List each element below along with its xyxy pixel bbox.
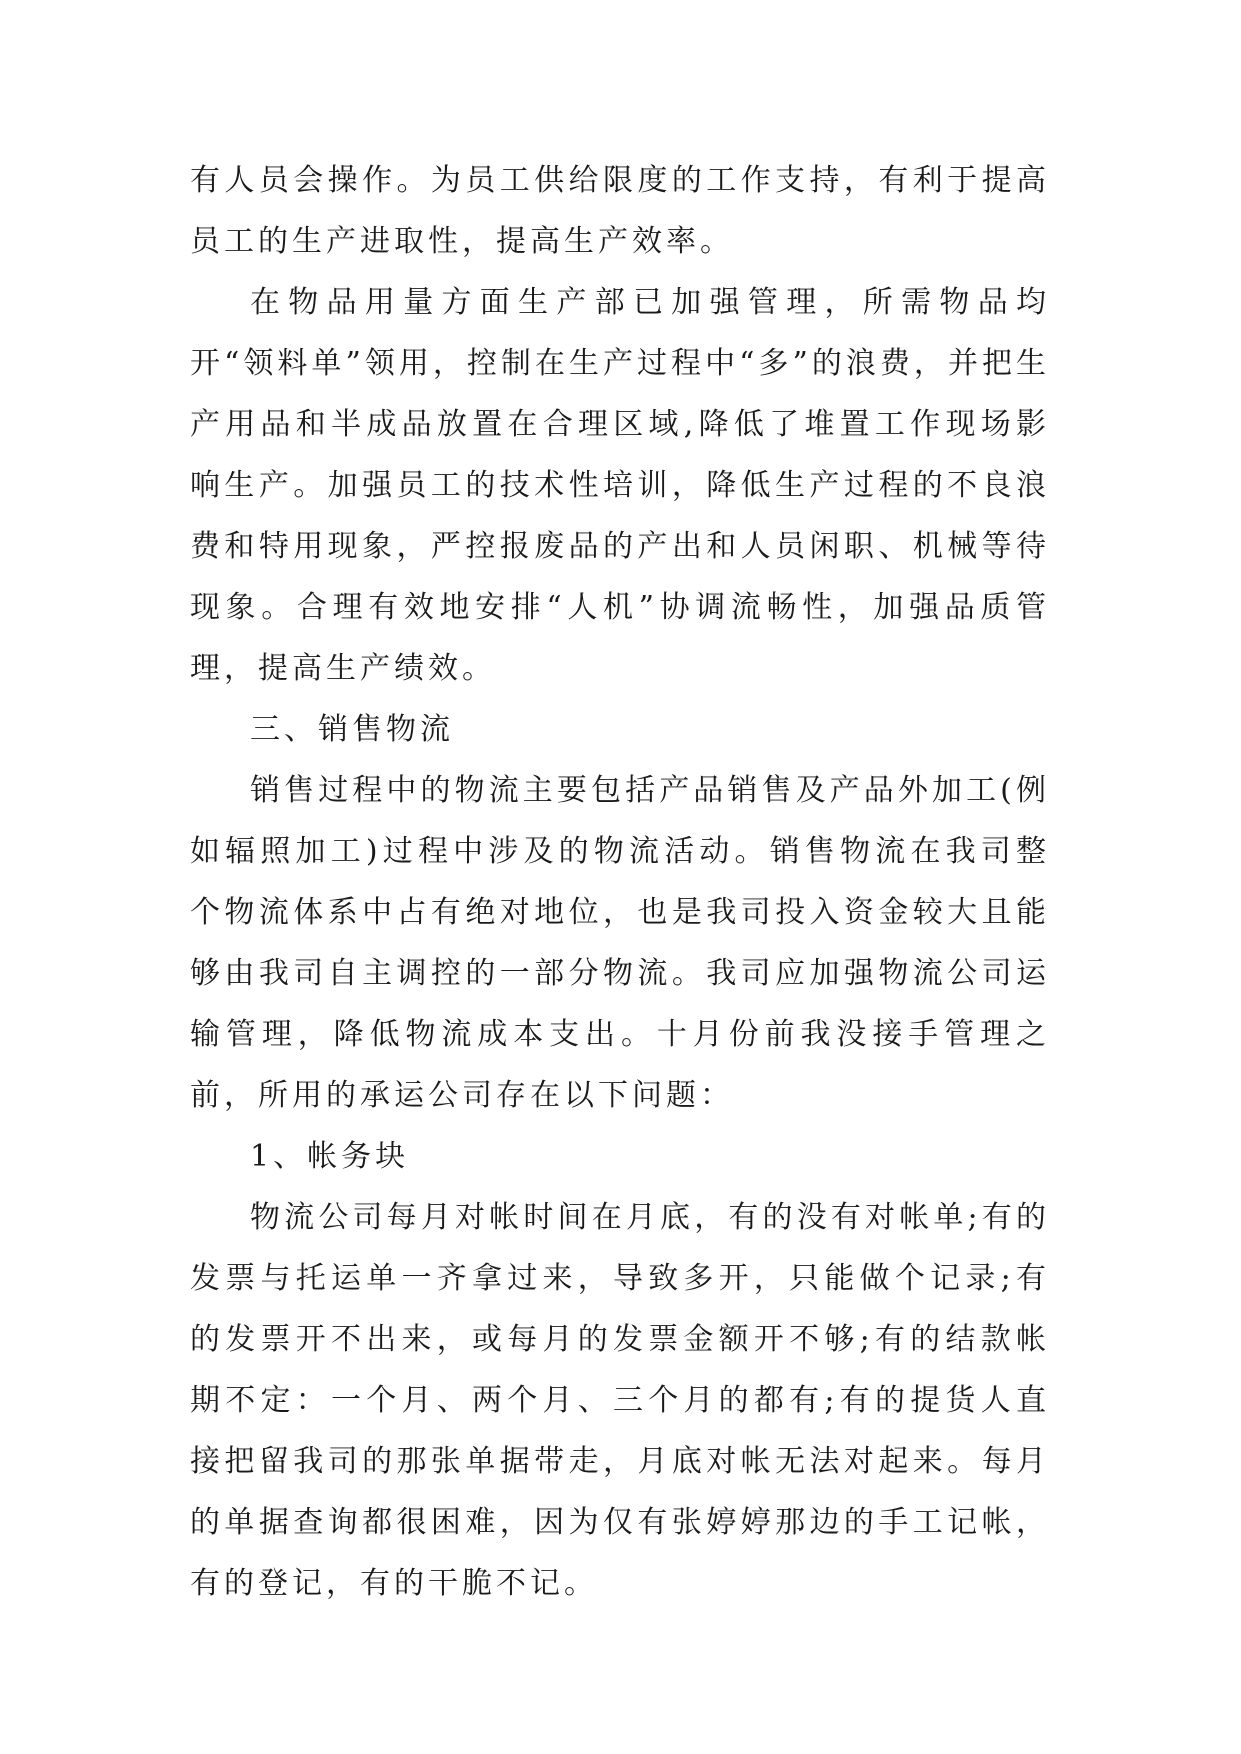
document-page: [190, 150, 1050, 1614]
paragraph-material-management: 在物品用量方面生产部已加强管理，所需物品均开“领料单”领用，控制在生产过程中“多”的浪费，并把生产用品和半成品放置在合理区域,降低了堆置工作现场影响生产。加强员工的技术性培训，降低生产过程的不良浪费和特用现象，严控报废品的产出和人员闲职、机械等待现象。合理有效地安排“人机”协调流畅性，加强品质管理，提高生产绩效。: [190, 285, 1050, 686]
paragraph-sales-logistics: 销售过程中的物流主要包括产品销售及产品外加工(例如辐照加工)过程中涉及的物流活动。销售物流在我司整个物流体系中占有绝对地位，也是我司投入资金较大且能够由我司自主调控的一部分物流。我司应加强物流公司运输管理，降低物流成本支出。十月份前我没接手管理之前，所用的承运公司存在以下问题：: [190, 773, 1050, 1113]
paragraph-continued: 有人员会操作。为员工供给限度的工作支持，有利于提高员工的生产进取性，提高生产效率。: [190, 163, 1050, 259]
paragraph-accounts: 物流公司每月对帐时间在月底，有的没有对帐单;有的发票与托运单一齐拿过来，导致多开，只能做个记录;有的发票开不出来，或每月的发票金额开不够;有的结款帐期不定：一个月、两个月、三个月的都有;有的提货人直接把留我司的那张单据带走，月底对帐无法对起来。每月的单据查询都很困难，因为仅有张婷婷那边的手工记帐，有的登记，有的干脆不记。: [190, 1200, 1050, 1601]
subheading-accounts: 1、帐务块: [250, 1139, 410, 1174]
section-heading-sales-logistics: 三、销售物流: [250, 712, 454, 747]
